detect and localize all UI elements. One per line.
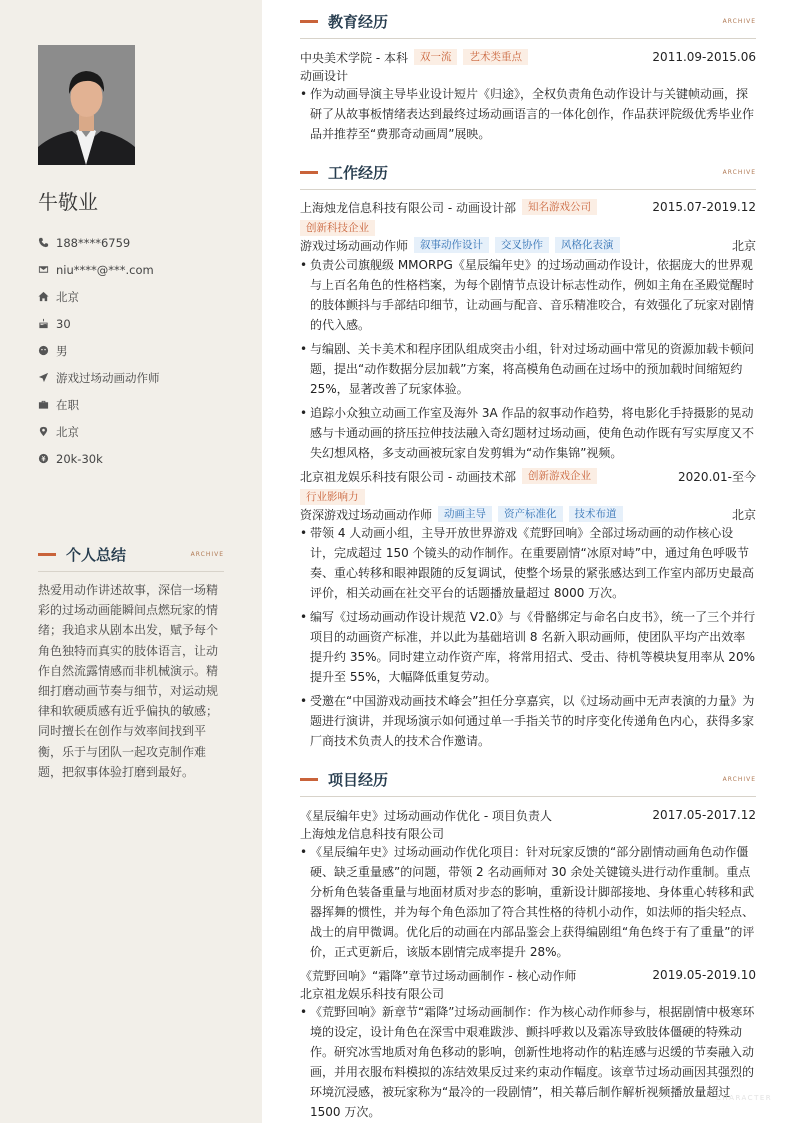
- job-1-company-tag: 知名游戏公司: [522, 199, 597, 215]
- job-2-company-row: [300, 467, 756, 485]
- summary-title: 个人总结: [66, 545, 127, 564]
- phone-icon: [38, 237, 56, 248]
- profile-photo: [38, 45, 135, 165]
- info-age-text: 30: [56, 316, 71, 331]
- project-1-company: 上海烛龙信息科技有限公司: [300, 827, 445, 841]
- job-1-role-row: [300, 236, 756, 254]
- candidate-name: 牛敬业: [38, 190, 98, 214]
- job-2-bullet: • 受邀在“中国游戏动画技术峰会”担任分享嘉宾，以《过场动画中无声表演的力量》为题进行演讲，并现场演示如何通过单一手指关节的时序变化传递角色内心，获得多家厂商技术负责人的技术合作邀请。: [300, 691, 756, 751]
- projects-header: [300, 768, 756, 797]
- section-accent: [300, 778, 318, 781]
- job-1-role-tag: 叙事动作设计: [414, 237, 489, 253]
- job-1-role-tag: 风格化表演: [555, 237, 620, 253]
- education-row: [300, 48, 756, 66]
- location-pin-icon: [38, 426, 56, 437]
- info-gender-text: 男: [56, 343, 68, 358]
- project-2-dates: 2019.05-2019.10: [652, 968, 756, 982]
- job-2-role-tag: 动画主导: [438, 506, 492, 522]
- work-header: [300, 161, 756, 190]
- info-home-text: 北京: [56, 289, 79, 304]
- job-2-company-tag: 创新游戏企业: [522, 468, 597, 484]
- mail-icon: [38, 264, 56, 275]
- education-archive-label: ARCHIVE: [722, 17, 756, 25]
- section-accent: [300, 20, 318, 23]
- info-phone: [38, 229, 238, 256]
- job-1-role: 游戏过场动画动作师: [300, 238, 409, 253]
- job-2-bullet: • 带领 4 人动画小组，主导开放世界游戏《荒野回响》全部过场动画的动作核心设计，完成超过 150 个镜头的动作制作。在重要剧情“冰原对峙”中，通过角色呼吸节奏、重心转移和眼神跟随的反复调试，使整个场景的紧张感达到工作室内部历史最高评价，相关动画在社交平台的话题播放量超过 8000 万次。: [300, 523, 756, 603]
- job-2-location: 北京: [731, 507, 756, 522]
- job-2-role-tag: 技术布道: [569, 506, 623, 522]
- summary-archive-label: ARCHIVE: [190, 550, 224, 558]
- work-archive-label: ARCHIVE: [722, 168, 756, 176]
- job-2-role-row: [300, 505, 756, 523]
- summary-text: 热爱用动作讲述故事，深信一场精彩的过场动画能瞬间点燃玩家的情绪；我追求从剧本出发，赋予每个角色独特而真实的肢体语言，让动作自然流露情感而非机械演示。精细打磨动画节奏与细节，对运动规律和软硬质感有近乎偏执的敏感；同时擅长在创作与效率间找到平衡，乐于与团队一起攻克制作难题，把叙事体验打磨到最好。: [38, 583, 219, 779]
- salary-icon: [38, 453, 56, 464]
- project-1-bullet: • 《星辰编年史》过场动画动作优化项目：针对玩家反馈的“部分剧情动画角色动作僵硬、缺乏重量感”的问题，带领 2 名动画师对 30 余处关键镜头进行动作重制。重点分析角色装备重量与地面材质对步态的影响，重新设计脚部接地、身体重心转移和武器挥舞的惯性，并为每个角色添加了符合其性格的待机小动作，如法师的指尖轻点、战士的肩甲微调。优化后的动画在内部品鉴会上获得编剧组“角色终于有了重量”的评价，正式更新后，该版本剧情完成率提升 28%。: [300, 842, 756, 962]
- info-status: [38, 391, 238, 418]
- job-2-dates: 2020.01-至今: [678, 469, 756, 484]
- education-tag: 双一流: [414, 49, 458, 65]
- projects-title: 项目经历: [328, 770, 389, 789]
- job-1-dates: 2015.07-2019.12: [652, 200, 756, 214]
- info-home: [38, 283, 238, 310]
- job-2-role: 资深游戏过场动画动作师: [300, 507, 433, 522]
- job-2-bullet: • 编写《过场动画动作设计规范 V2.0》与《骨骼绑定与命名白皮书》，统一了三个并行项目的动画资产标准，并以此为基础培训 8 名新入职动画师，使团队平均产出效率提升约 35%。同时建立动作资产库，将常用招式、受击、待机等模块复用率从 20% 提升至 55%，大幅降低重复劳动。: [300, 607, 756, 687]
- briefcase-icon: [38, 399, 56, 410]
- job-1-bullet: • 追踪小众独立动画工作室及海外 3A 作品的叙事动作趋势，将电影化手持摄影的晃动感与卡通动画的挤压拉伸技法融入奇幻题材过场动画，使角色动作既有写实厚度又不失幻想风格，多支动画被玩家自发剪辑为“动作集锦”视频。: [300, 403, 756, 463]
- info-email-text: niu****@***.com: [56, 262, 154, 277]
- education-dates: 2011.09-2015.06: [652, 50, 756, 64]
- info-status-text: 在职: [56, 397, 79, 412]
- education-major: 动画设计: [300, 69, 349, 83]
- cake-icon: [38, 318, 56, 329]
- job-1-company-tag-row: [300, 219, 756, 237]
- education-school: 中央美术学院 - 本科: [300, 50, 408, 65]
- education-tag: 艺术类重点: [463, 49, 528, 65]
- info-phone-text: 188****6759: [56, 235, 131, 250]
- info-position-text: 游戏过场动画动作师: [56, 370, 160, 385]
- info-salary-text: 20k-30k: [56, 451, 103, 466]
- watermark: CHARACTER: [716, 1094, 773, 1102]
- send-icon: [38, 372, 56, 383]
- project-2-row: [300, 966, 756, 984]
- job-1-company-tag: 创新科技企业: [300, 220, 375, 236]
- project-1-dates: 2017.05-2017.12: [652, 808, 756, 822]
- project-1-name: 《星辰编年史》过场动画动作优化 - 项目负责人: [300, 808, 552, 823]
- projects-archive-label: ARCHIVE: [722, 775, 756, 783]
- info-salary: [38, 445, 238, 472]
- project-2-bullet: • 《荒野回响》新章节“霜降”过场动画制作：作为核心动作师参与，根据剧情中极寒环境的设定，设计角色在深雪中艰难跋涉、颤抖呼救以及霜冻导致肢体僵硬的特殊动作。研究冰雪地质对角色移动的影响，创新性地将动作的粘连感与迟缓的节奏融入动画，并用衣服布料模拟的冻结效果反过来约束动作幅度。该章节过场动画因其强烈的环境沉浸感，被玩家称为“最冷的一段剧情”，相关幕后制作解析视频播放量超过 1500 万次。: [300, 1002, 756, 1122]
- project-2-company: 北京祖龙娱乐科技有限公司: [300, 987, 445, 1001]
- project-2-name: 《荒野回响》“霜降”章节过场动画制作 - 核心动作师: [300, 968, 577, 983]
- education-title: 教育经历: [328, 12, 389, 31]
- work-title: 工作经历: [328, 163, 389, 182]
- job-1-bullet: • 负责公司旗舰级 MMORPG《星辰编年史》的过场动画动作设计，依据庞大的世界观与上百名角色的性格档案，为每个剧情节点设计标志性动作，例如主角在圣殿觉醒时的肢体颤抖与手部结印细节，让动画与配音、音乐精准咬合，有效强化了玩家对剧情的代入感。: [300, 255, 756, 335]
- info-gender: [38, 337, 238, 364]
- home-icon: [38, 291, 56, 302]
- job-2-role-tag: 资产标准化: [498, 506, 563, 522]
- job-1-bullet: • 与编剧、关卡美术和程序团队组成突击小组，针对过场动画中常见的资源加载卡顿问题，提出“动作数据分层加载”方案，将高模角色动画在过场中的预加载时间缩短约 25%，显著改善了玩家体验。: [300, 339, 756, 399]
- job-2-company: 北京祖龙娱乐科技有限公司 - 动画技术部: [300, 469, 516, 484]
- gender-icon: [38, 345, 56, 356]
- info-position: [38, 364, 238, 391]
- personal-info-list: [38, 229, 238, 472]
- job-2-company-tag-row: [300, 488, 756, 506]
- info-location-text: 北京: [56, 424, 79, 439]
- project-1-row: [300, 806, 756, 824]
- info-location: [38, 418, 238, 445]
- job-2-company-tag: 行业影响力: [300, 489, 365, 505]
- education-bullet: • 作为动画导演主导毕业设计短片《归途》，全权负责角色动作设计与关键帧动画，探研了从故事板情绪表达到最终过场动画语言的一体化创作，作品获评院级优秀毕业作品并推荐至“费那奇动画周”展映。: [300, 84, 756, 144]
- section-accent: [300, 171, 318, 174]
- info-email: [38, 256, 238, 283]
- job-1-role-tag: 交叉协作: [495, 237, 549, 253]
- job-1-company-row: [300, 198, 756, 216]
- job-1-company: 上海烛龙信息科技有限公司 - 动画设计部: [300, 200, 516, 215]
- info-age: [38, 310, 238, 337]
- job-1-location: 北京: [731, 238, 756, 253]
- summary-header: [38, 543, 224, 572]
- section-accent: [38, 553, 56, 556]
- education-header: [300, 10, 756, 39]
